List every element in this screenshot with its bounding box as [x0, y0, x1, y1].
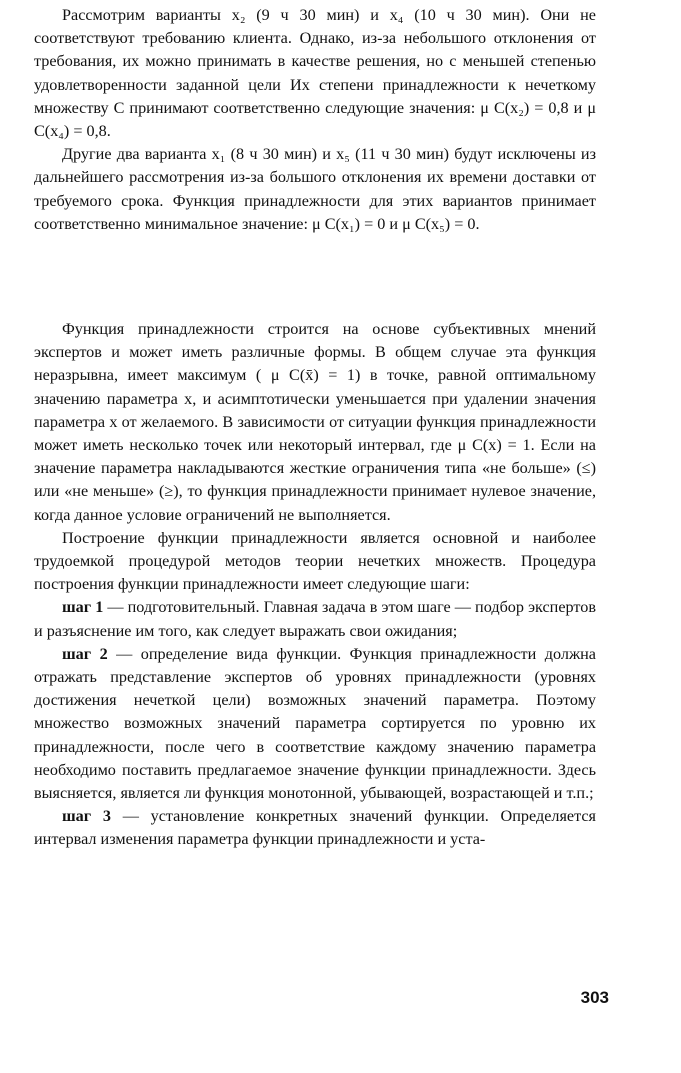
step-1 — [34, 596, 596, 642]
step-2 — [34, 643, 596, 805]
step-3-label: шаг 3 — [62, 807, 111, 826]
step-3 — [34, 805, 596, 851]
step-3-text: — установление конкретных значений функции. Определяется интервал изменения параметра функции принадлежности и уста- — [34, 807, 596, 849]
main-text-block — [34, 318, 596, 852]
page-number: 303 — [580, 988, 609, 1007]
step-2-label: шаг 2 — [62, 644, 108, 663]
step-1-text: — подготовительный. Главная задача в этом шаге — подбор экспертов и разъяснение им того, как следует выражать свои ожидания; — [34, 598, 596, 640]
paragraph-variants-x2-x4: Рассмотрим варианты x₂ (9 ч 30 мин) и x₄ (10 ч 30 мин). Они не соответствуют требованию клиента. Однако, из-за небольшого отклонения от требования, их можно принимать в качестве решения, но с меньшей степенью удовлетворенности заданной цели Их степени принадлежности к нечеткому множеству C принимают соответственно следующие значения: μ C(x₂) = 0,8 и μ C(x₄) = 0,8. — [34, 6, 596, 141]
paragraph-construction-procedure: Построение функции принадлежности является основной и наиболее трудоемкой процедурой методов теории нечетких множеств. Процедура построения функции принадлежности имеет следующие шаги: — [34, 528, 596, 594]
step-2-text: — определение вида функции. Функция принадлежности должна отражать представление экспертов об уровнях принадлежности (уровнях достижения нечеткой цели) возможных значений параметра. Поэтому множество возможных значений параметра сортируется по уровню их принадлежности, после чего в соответствие каждому значению параметра необходимо поставить предлагаемое значение функции принадлежности. Здесь выясняется, является ли функция монотонной, убывающей, возрастающей и т.п.; — [34, 644, 596, 803]
paragraph-variants-x1-x5: Другие два варианта x₁ (8 ч 30 мин) и x₅ (11 ч 30 мин) будут исключены из дальнейшего рассмотрения из-за большого отклонения их времени доставки от требуемого срока. Функция принадлежности для этих вариантов принимает соответственно минимальное значение: μ C(x₁) = 0 и μ C(x₅) = 0. — [34, 145, 596, 233]
step-1-label: шаг 1 — [62, 598, 104, 617]
paragraph-membership-function: Функция принадлежности строится на основе субъективных мнений экспертов и может иметь различные формы. В общем случае эта функция неразрывна, имеет максимум ( μ C(x̄) = 1) в точке, равной оптимальному значению параметра x, и асимптотически уменьшается при удалении значения параметра x от желаемого. В зависимости от ситуации функция принадлежности может иметь несколько точек или некоторый интервал, где μ C(x) = 1. Если на значение параметра накладываются жесткие ограничения типа «не больше» (≤) или «не меньше» (≥), то функция принадлежности принимает нулевое значение, когда данное условие ограничений не выполняется. — [34, 320, 596, 524]
top-text-block — [34, 4, 596, 236]
